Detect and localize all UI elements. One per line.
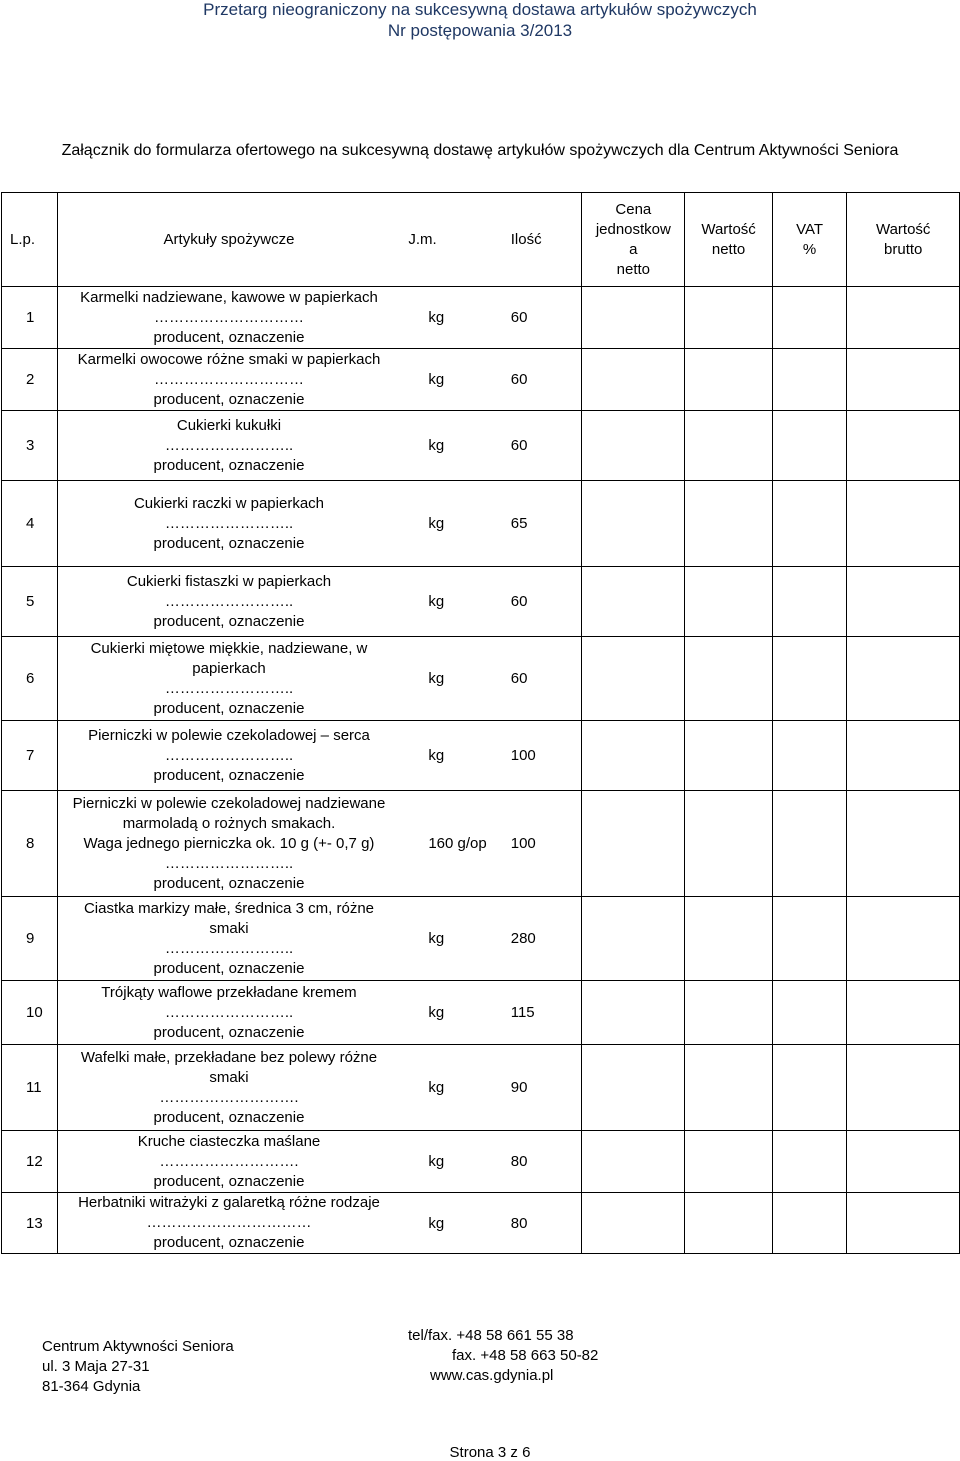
row-item (57, 791, 400, 897)
row-vat[interactable] (772, 411, 847, 481)
row-item (57, 567, 400, 637)
table-row (2, 897, 960, 981)
row-unit-price[interactable] (582, 1193, 685, 1254)
row-item (57, 481, 400, 567)
row-item-line: Trójkąty waflowe przekładane kremem (101, 983, 357, 1001)
row-item-line: Karmelki nadziewane, kawowe w papierkach (80, 288, 378, 306)
row-jm: kg (400, 637, 486, 721)
row-qty: 60 (487, 411, 582, 481)
row-net-value[interactable] (685, 567, 772, 637)
row-unit-price[interactable] (582, 349, 685, 411)
row-qty: 280 (487, 897, 582, 981)
table-row (2, 637, 960, 721)
row-item-line: ………………………… (153, 308, 304, 326)
footer-fax: fax. +48 58 663 50-82 (452, 1347, 599, 1364)
row-qty: 100 (487, 721, 582, 791)
footer-street: ul. 3 Maja 27-31 (42, 1358, 150, 1375)
row-item-line: ………………………. (159, 1088, 299, 1106)
table-row (2, 567, 960, 637)
col-qty: Ilość (487, 193, 582, 287)
row-gross-value[interactable] (847, 1131, 960, 1193)
row-item (57, 897, 400, 981)
row-jm: kg (400, 897, 486, 981)
row-producent-label: producent, oznaczenie (153, 534, 305, 552)
row-jm: kg (400, 721, 486, 791)
row-vat[interactable] (772, 1045, 847, 1131)
row-item-line: Kruche ciasteczka maślane (137, 1132, 321, 1150)
row-producent-label: producent, oznaczenie (153, 699, 305, 717)
row-vat[interactable] (772, 897, 847, 981)
table-row (2, 1131, 960, 1193)
row-gross-value[interactable] (847, 287, 960, 349)
row-lp: 13 (2, 1193, 58, 1254)
table-row (2, 349, 960, 411)
row-producent-label: producent, oznaczenie (153, 1023, 305, 1041)
row-item-line: …………………………… (146, 1214, 312, 1231)
row-net-value[interactable] (685, 721, 772, 791)
row-item-line: Herbatniki witrażyki z galaretką różne rodzaje (78, 1194, 380, 1211)
row-qty: 80 (487, 1193, 582, 1254)
row-qty: 80 (487, 1131, 582, 1193)
row-lp: 8 (2, 791, 58, 897)
row-lp: 2 (2, 349, 58, 411)
row-item-line: ………………………… (153, 370, 304, 388)
row-item-line: …………………….. (164, 514, 294, 532)
footer-org: Centrum Aktywności Seniora (42, 1338, 234, 1355)
row-item (57, 1045, 400, 1131)
row-vat[interactable] (772, 567, 847, 637)
row-jm: kg (400, 349, 486, 411)
col-net-value: Wartość netto (685, 193, 772, 287)
row-unit-price[interactable] (582, 981, 685, 1045)
row-qty: 60 (487, 637, 582, 721)
row-gross-value[interactable] (847, 567, 960, 637)
row-net-value[interactable] (685, 791, 772, 897)
row-vat[interactable] (772, 287, 847, 349)
table-row (2, 721, 960, 791)
col-gross-value: Wartość brutto (847, 193, 960, 287)
row-unit-price[interactable] (582, 1045, 685, 1131)
row-item-line: Wafelki małe, przekładane bez polewy różne (80, 1048, 378, 1066)
table-row (2, 287, 960, 349)
table-header-row (2, 193, 960, 287)
row-unit-price[interactable] (582, 791, 685, 897)
row-item-line: Cukierki raczki w papierkach (133, 494, 325, 512)
row-lp: 10 (2, 981, 58, 1045)
row-vat[interactable] (772, 981, 847, 1045)
row-net-value[interactable] (685, 481, 772, 567)
row-item-line: …………………….. (164, 746, 294, 764)
row-qty: 65 (487, 481, 582, 567)
row-vat[interactable] (772, 1131, 847, 1193)
col-item: Artykuły spożywcze (57, 193, 400, 287)
row-producent-label: producent, oznaczenie (153, 1108, 305, 1126)
row-net-value[interactable] (685, 349, 772, 411)
page-number: Strona 3 z 6 (449, 1444, 531, 1461)
row-producent-label: producent, oznaczenie (153, 456, 305, 474)
row-gross-value[interactable] (847, 897, 960, 981)
row-gross-value[interactable] (847, 481, 960, 567)
row-item-line: marmoladą o rożnych smakach. (122, 814, 336, 832)
row-unit-price[interactable] (582, 1131, 685, 1193)
price-table (1, 192, 960, 1254)
row-net-value[interactable] (685, 637, 772, 721)
row-net-value[interactable] (685, 411, 772, 481)
row-producent-label: producent, oznaczenie (153, 874, 305, 892)
footer-contact (408, 1326, 598, 1386)
row-item-line: …………………….. (164, 854, 294, 872)
row-lp: 3 (2, 411, 58, 481)
row-vat[interactable] (772, 349, 847, 411)
row-item-line: smaki (209, 1068, 249, 1086)
row-unit-price[interactable] (582, 721, 685, 791)
row-jm: kg (400, 287, 486, 349)
row-vat[interactable] (772, 637, 847, 721)
row-unit-price[interactable] (582, 287, 685, 349)
document-header-number: Nr postępowania 3/2013 (387, 21, 573, 40)
row-item-line: …………………….. (164, 679, 294, 697)
row-producent-label: producent, oznaczenie (153, 328, 305, 346)
table-row (2, 411, 960, 481)
row-item (57, 349, 400, 411)
row-item-line: Cukierki kukułki (176, 416, 282, 434)
row-item-line: ………………………. (159, 1152, 299, 1170)
row-item-line: Ciastka markizy małe, średnica 3 cm, różne (83, 899, 375, 917)
row-lp: 1 (2, 287, 58, 349)
row-producent-label: producent, oznaczenie (153, 959, 305, 977)
row-producent-label: producent, oznaczenie (153, 612, 305, 630)
row-item-line: smaki (209, 919, 249, 937)
table-row (2, 481, 960, 567)
footer-telfax: tel/fax. +48 58 661 55 38 (408, 1327, 574, 1344)
row-net-value[interactable] (685, 897, 772, 981)
row-gross-value[interactable] (847, 411, 960, 481)
row-net-value[interactable] (685, 1045, 772, 1131)
row-item (57, 637, 400, 721)
row-jm: kg (400, 567, 486, 637)
row-jm: kg (400, 411, 486, 481)
row-net-value[interactable] (685, 981, 772, 1045)
row-item-line: papierkach (192, 659, 266, 677)
col-jm: J.m. (400, 193, 486, 287)
row-lp: 4 (2, 481, 58, 567)
row-qty: 60 (487, 287, 582, 349)
row-item (57, 411, 400, 481)
row-jm: kg (400, 1131, 486, 1193)
row-net-value[interactable] (685, 1131, 772, 1193)
row-item-line: …………………….. (164, 436, 294, 454)
table-row (2, 1045, 960, 1131)
row-net-value[interactable] (685, 1193, 772, 1254)
footer-city: 81-364 Gdynia (42, 1378, 141, 1395)
row-item (57, 981, 400, 1045)
row-producent-label: producent, oznaczenie (153, 1234, 305, 1251)
row-qty: 100 (487, 791, 582, 897)
row-unit-price[interactable] (582, 637, 685, 721)
row-vat[interactable] (772, 791, 847, 897)
row-unit-price[interactable] (582, 411, 685, 481)
row-qty: 60 (487, 349, 582, 411)
row-gross-value[interactable] (847, 721, 960, 791)
row-net-value[interactable] (685, 287, 772, 349)
row-vat[interactable] (772, 481, 847, 567)
row-lp: 9 (2, 897, 58, 981)
row-item (57, 721, 400, 791)
row-jm: 160 g/op (400, 791, 486, 897)
row-item (57, 1131, 400, 1193)
row-jm: kg (400, 1045, 486, 1131)
row-unit-price[interactable] (582, 481, 685, 567)
row-gross-value[interactable] (847, 349, 960, 411)
row-gross-value[interactable] (847, 791, 960, 897)
row-item-line: …………………….. (164, 592, 294, 610)
row-jm: kg (400, 481, 486, 567)
col-lp: L.p. (2, 193, 58, 287)
row-gross-value[interactable] (847, 981, 960, 1045)
col-vat: VAT % (772, 193, 847, 287)
table-row (2, 791, 960, 897)
row-qty: 60 (487, 567, 582, 637)
attachment-intro: Załącznik do formularza ofertowego na sukcesywną dostawę artykułów spożywczych dla Centrum Aktywności Seniora (61, 142, 899, 159)
row-jm: kg (400, 1193, 486, 1254)
document-header-title: Przetarg nieograniczony na sukcesywną dostawa artykułów spożywczych (203, 0, 757, 19)
row-lp: 6 (2, 637, 58, 721)
row-item (57, 287, 400, 349)
row-lp: 12 (2, 1131, 58, 1193)
table-row (2, 1193, 960, 1254)
row-item-line: Pierniczki w polewie czekoladowej nadziewane (72, 794, 386, 812)
row-qty: 115 (487, 981, 582, 1045)
row-unit-price[interactable] (582, 897, 685, 981)
row-item (57, 1193, 400, 1254)
row-qty: 90 (487, 1045, 582, 1131)
row-lp: 7 (2, 721, 58, 791)
row-item-line: Pierniczki w polewie czekoladowej – serca (88, 726, 370, 744)
col-unit-price: Cena jednostkow a netto (582, 193, 685, 287)
row-producent-label: producent, oznaczenie (153, 390, 305, 408)
row-producent-label: producent, oznaczenie (153, 1172, 305, 1190)
row-gross-value[interactable] (847, 1045, 960, 1131)
row-vat[interactable] (772, 721, 847, 791)
table-row (2, 981, 960, 1045)
row-lp: 5 (2, 567, 58, 637)
row-item-line: Karmelki owocowe różne smaki w papierkach (77, 350, 381, 368)
row-lp: 11 (2, 1045, 58, 1131)
row-item-line: Waga jednego pierniczka ok. 10 g (+- 0,7 g) (83, 834, 375, 852)
row-vat[interactable] (772, 1193, 847, 1254)
row-gross-value[interactable] (847, 637, 960, 721)
row-gross-value[interactable] (847, 1193, 960, 1254)
row-jm: kg (400, 981, 486, 1045)
footer-address (42, 1337, 234, 1397)
row-item-line: …………………….. (164, 1003, 294, 1021)
footer-www[interactable]: www.cas.gdynia.pl (430, 1367, 554, 1384)
row-producent-label: producent, oznaczenie (153, 766, 305, 784)
row-item-line: …………………….. (164, 939, 294, 957)
row-item-line: Cukierki fistaszki w papierkach (126, 572, 332, 590)
row-unit-price[interactable] (582, 567, 685, 637)
row-item-line: Cukierki miętowe miękkie, nadziewane, w (90, 639, 368, 657)
